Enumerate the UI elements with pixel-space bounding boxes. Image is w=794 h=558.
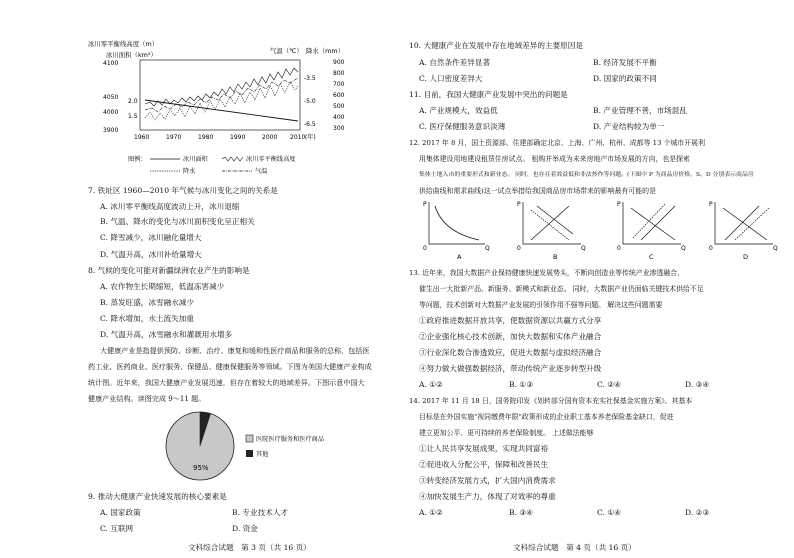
q10-stem: 10. 大健康产业在发展中存在地域差异的主要原因是 [409,41,583,50]
y-tick-elev: 3900 [103,127,119,134]
q10-option-d: D. 国家的政策不同 [593,74,657,83]
y-tick-elev: 4100 [103,60,119,67]
q12-line: 用集体建设用地建设租赁住房试点。 租购并举成为未来房地产市场发展的方向，也是探索 [419,155,690,163]
q10-option-c: C. 人口密度差异大 [419,74,483,83]
q14-item: ④加快发展生产力，体现了对效率的尊重 [419,492,556,501]
svg-text:0: 0 [517,245,521,252]
legend-label: 气温 [255,168,268,175]
right-page [397,0,794,558]
passage-line: 健康产业结构。读图完成 9～11 题。 [88,394,206,403]
svg-text:Q: Q [773,245,778,252]
y-tick-precip: 700 [333,81,345,88]
q13-item: ①政府推进数据开放共享，使数据资源以共赢方式分享 [419,316,602,325]
q13-line: 催生出一大批新产品、新服务、新模式和新业态。 同时，大数据产业仍面临关键技术供给不足 [419,285,704,293]
x-tick: 2000 [262,134,278,141]
svg-text:0: 0 [617,245,621,252]
q11-option-b: B. 产业管理不善，市场混乱 [593,106,687,115]
svg-text:0: 0 [709,245,713,252]
x-tick: 1960 [134,134,150,141]
q9-stem: 9. 推动大健康产业快速发展的核心要素是 [88,492,227,501]
svg-text:Q: Q [681,245,686,252]
panel-c [617,201,686,261]
q13-option-c: C. ②④ [597,380,621,389]
q10-option-a: A. 自然条件差异显著 [419,58,491,67]
left-axis-title-elevation: 冰川零平衡线高度（m） [88,40,159,48]
q14-line: 建立更加公平、更可持续的养老保险制度。 上述做法能够 [419,429,594,437]
passage-line: 统计图。近年来，我国大健康产业发展迅速，但存在着较大的地域差异。下图示意中国大 [88,378,365,387]
panel-d [709,201,778,261]
y-tick-temp: -3.5 [304,75,316,82]
y-tick-precip: 300 [333,125,345,132]
series-temperature-line [145,78,298,112]
q13-item: ③行业深化数合渗透致应，促进大数据与虚拟经济融合 [419,348,602,357]
legend-label: 冰川零平衡线高度 [246,156,296,163]
svg-text:P: P [709,201,713,208]
page-footer: 文科综合试题 第 4 页（共 16 页） [513,543,636,552]
y-tick-elev: 4000 [103,109,119,116]
q7-option-b: B. 气温、降水的变化与冰川面积变化呈正相关 [100,217,255,226]
svg-text:0: 0 [423,245,427,252]
svg-text:P: P [517,201,521,208]
svg-text:B: B [553,253,558,261]
left-axis-title-area: 冰川面积（km²） [106,51,157,59]
q12-line: 集体土地入市的重要形式和新业态。 同时，也存在着效益低和非法炒作等问题。(下图中 P 为商品房价格，S、D 分别表示商品房 [419,172,754,178]
q7-stem: 7. 铁址区 1960—2010 年气候与冰川变化之间的关系是 [88,186,278,195]
q7-option-a: A. 冰川零平衡线高度波动上升，冰川退缩 [100,202,240,211]
y-tick-precip: 400 [333,114,345,121]
q11-option-d: D. 产业结构较为单一 [593,122,665,131]
q13-line: 等问题，技术创新对大数据产业发展的引领作用不强等问题。 解决这些问题需要 [419,301,663,309]
q7-option-d: D. 气温升高，冰川补给量增大 [100,250,202,259]
y-tick-precip: 500 [333,103,345,110]
q14-item: ①让人民共享发展成果，实现共同富裕 [419,444,549,453]
q14-item: ③转变经济发展方式，扩大国内消费需求 [419,476,556,485]
q8-stem: 8. 气候的变化可能对新疆绿洲农业产生的影响是 [88,266,250,275]
q9-option-a: A. 国家政策 [100,508,141,517]
q7-option-c: C. 降雪减少，冰川融化量增大 [100,233,202,242]
pie-data-label: 95% [193,464,209,472]
q9-option-b: B. 专业技术人才 [232,508,288,517]
page-footer: 文科综合试题 第 3 页（共 16 页） [188,543,311,552]
q14-option-c: C. ①④ [597,508,621,517]
q9-option-d: D. 资金 [232,524,258,533]
x-tick: 2010 [290,134,306,141]
pie-legend-label: 其他 [256,451,269,458]
health-industry-pie-chart [150,408,370,488]
legend-label: 降水 [183,168,196,175]
svg-text:Q: Q [581,245,586,252]
q13-option-d: D. ③④ [685,380,710,389]
y-tick-area: 2.0 [128,98,138,105]
q14-option-d: D. ②③ [685,508,710,517]
panel-b [517,201,586,261]
y-tick-precip: 800 [333,70,345,77]
plot-frame [140,60,300,130]
passage-line: 药工业、医药商业、医疗服务、保健品、健康保健服务等领域。下图为美国大健康产业构成 [88,362,372,371]
q9-option-c: C. 互联网 [100,524,134,533]
x-unit: (年) [305,134,316,141]
q13-item: ②企业强化核心技术创新，加快大数据和实体产业融合 [419,332,602,341]
q8-option-b: B. 蒸发旺盛，冰雪融水减少 [100,298,194,307]
q13-item: ④努力做大做强数据经济，带动传统产业逐步转型升级 [419,364,602,373]
q11-stem: 11. 目前，我国大健康产业发展中突出的问题是 [409,90,568,99]
series-equilibrium-line [145,68,298,106]
passage-line: 大健康产业是指提供预防、诊断、治疗、康复和缓和性医疗商品和服务的总称，包括医 [100,346,370,355]
q14-option-a: A. ①② [419,508,443,517]
legend-label: 冰川面积 [183,156,208,163]
legend-prefix: 图例： [128,156,147,163]
q10-option-b: B. 经济发展不平衡 [593,58,657,67]
legend-swatch-other [246,450,253,457]
q13-option-b: B. ①③ [509,380,534,389]
svg-text:C: C [649,253,654,261]
y-tick-temp: -5.0 [304,98,316,105]
q13-option-a: A. ①② [419,380,443,389]
panel-a [423,201,490,261]
q11-option-a: A. 产业规模大，效益低 [419,106,498,115]
y-tick-area: 1.5 [128,113,138,120]
y-tick-elev: 4050 [103,94,119,101]
q8-option-a: A. 农作物生长期缩短，低温冻害减少 [100,282,225,291]
x-tick: 1970 [166,134,182,141]
q8-option-d: D. 气温升高，冰雪融水和灌溉用水增多 [100,330,233,339]
q12-line: 12. 2017 年 8 月，国土资源部、住建部确定北京、上海、广州、杭州、成都等 13 个城市开展利 [409,139,705,147]
right-axis-title-temp: 气温（℃） [270,47,303,55]
q14-option-b: B. ③④ [509,508,534,517]
supply-demand-figures [397,196,794,264]
svg-text:Q: Q [485,245,490,252]
q14-line: 目标是在外国实施"视同缴费年限"政策形成的企业职工基本养老保险基金缺口，促进 [419,413,674,421]
y-tick-temp: -6.5 [304,121,316,128]
legend-swatch-wavy [222,157,243,161]
y-tick-precip: 900 [333,59,345,66]
q8-option-c: C. 降水增加，水土流失加重 [100,314,194,323]
series-glacier-area-line [145,100,298,121]
q14-item: ②促进收入分配公平，保障和改善民生 [419,460,549,469]
right-axis-title-precip: 降水（mm） [306,47,345,55]
q11-option-c: C. 医疗保健服务意识淡薄 [419,122,506,131]
x-tick: 1990 [230,134,246,141]
q13-line: 13. 近年来，我国大数据产业保持健康快速发展势头，不断向创造业等传统产业渗透融合， [409,269,684,277]
q12-line: 供给曲线和需求曲线)这一试点举措给我国商品房市场带来的影响最有可能的是 [419,187,656,195]
y-tick-precip: 600 [333,92,345,99]
climate-glacier-chart [0,0,397,180]
x-tick: 1980 [198,134,214,141]
pie-legend-label: 医院医疗服务和医疗商品 [256,436,325,443]
svg-text:D: D [743,253,749,261]
legend-swatch-medical [246,435,253,442]
svg-text:A: A [457,253,462,261]
svg-text:P: P [423,201,427,208]
svg-text:P: P [617,201,621,208]
q14-line: 14. 2017 年 11 月 18 日，国务院印发《划转部分国有资本充实社保基金实施方案》。其基本 [409,397,693,405]
